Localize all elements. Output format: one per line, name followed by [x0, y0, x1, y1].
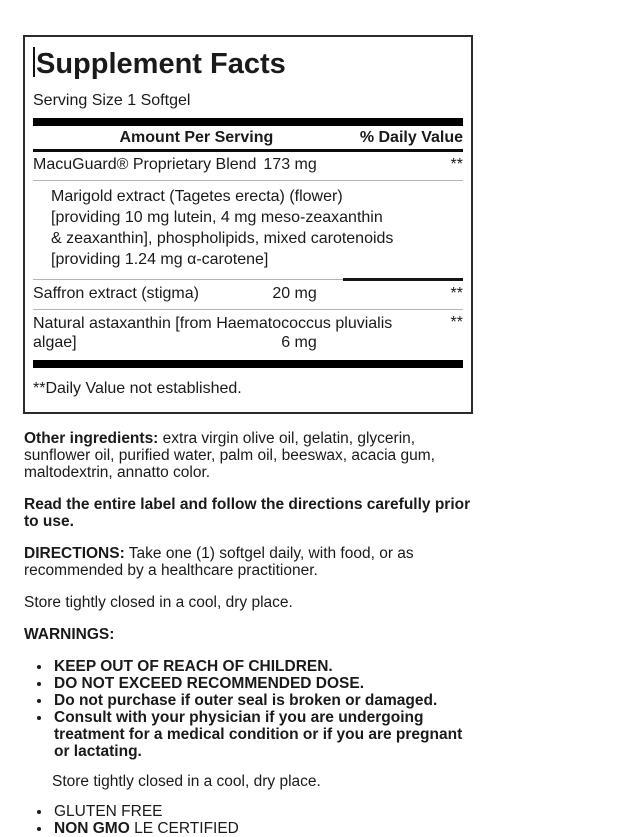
blend-detail-line: & zeaxanthin], phospholipids, mixed carotenoids	[51, 230, 394, 247]
supplement-label-page	[0, 35, 640, 837]
supplement-facts-panel	[23, 35, 473, 414]
ingredient-amount: 173 mg	[263, 156, 317, 173]
directions-text: Take one (1) softgel daily, with food, or as recommended by a healthcare practitioner.	[24, 545, 414, 579]
warnings-heading: WARNINGS:	[24, 626, 115, 643]
blend-details	[33, 181, 463, 278]
storage-note: Store tightly closed in a cool, dry place.	[24, 594, 293, 611]
text-cursor-icon	[33, 47, 35, 77]
badge-item-non-gmo	[52, 820, 476, 837]
other-ingredients-text: extra virgin olive oil, gelatin, glycerin, sunflower oil, purified water, palm oil, beeswax, acacia gum, maltodextrin, annatto color.	[24, 430, 435, 481]
ingredient-name: Saffron extract (stigma)	[33, 285, 199, 302]
badges-list	[24, 803, 476, 837]
badge-text-part: GLUTEN FREE	[54, 803, 163, 820]
other-ingredients	[24, 430, 476, 481]
column-header-row	[33, 126, 463, 152]
ingredient-daily-value: **	[450, 314, 463, 331]
table-row-macuguard	[33, 152, 463, 181]
ingredient-daily-value: **	[450, 285, 463, 302]
daily-value-footnote: **Daily Value not established.	[33, 380, 242, 397]
directions-label: DIRECTIONS:	[24, 545, 125, 562]
storage-note-indented: Store tightly closed in a cool, dry place.	[52, 773, 321, 790]
warning-item: • Do not purchase if outer seal is broken or damaged.	[52, 692, 476, 709]
heavy-rule-top	[33, 118, 463, 126]
heavy-rule-bottom	[33, 360, 463, 368]
separator-light-segment	[33, 279, 343, 280]
facts-title	[33, 47, 463, 80]
ingredient-name: Natural astaxanthin [from Haematococcus pluvialis	[33, 315, 393, 332]
warnings-list	[24, 658, 476, 760]
blend-detail-line: [providing 1.24 mg α-carotene]	[51, 251, 269, 268]
column-header-amount: Amount Per Serving	[119, 129, 274, 146]
badge-text-part: LE CERTIFIED	[129, 820, 239, 837]
separator-dark-segment	[343, 278, 463, 281]
facts-title-text: Supplement Facts	[36, 48, 286, 80]
blend-detail-line: [providing 10 mg lutein, 4 mg meso-zeaxanthin	[51, 209, 383, 226]
blend-detail-line: Marigold extract (Tagetes erecta) (flower)	[51, 188, 343, 205]
ingredient-amount: 20 mg	[272, 285, 317, 302]
ingredient-name: MacuGuard® Proprietary Blend	[33, 156, 257, 173]
table-row-astaxanthin	[33, 310, 463, 358]
warning-item: • Consult with your physician if you are undergoing treatment for a medical condition or if you are pregnant or lactating.	[52, 709, 476, 760]
column-header-daily-value: % Daily Value	[359, 129, 463, 146]
label-body-text	[24, 430, 476, 837]
serving-size: Serving Size 1 Softgel	[33, 92, 191, 109]
badge-bold-part: NON GMO	[54, 820, 130, 837]
ingredient-name-continued: algae]	[33, 334, 77, 351]
warning-item: • KEEP OUT OF REACH OF CHILDREN.	[52, 658, 476, 675]
warning-item: • DO NOT EXCEED RECOMMENDED DOSE.	[52, 675, 476, 692]
badge-item-gluten-free	[52, 803, 476, 820]
ingredient-daily-value: **	[450, 156, 463, 173]
other-ingredients-label: Other ingredients:	[24, 430, 159, 447]
ingredient-name-wrap	[33, 333, 463, 352]
directions	[24, 545, 476, 579]
read-label-notice: Read the entire label and follow the directions carefully prior to use.	[24, 496, 471, 530]
table-row-saffron	[33, 281, 463, 310]
ingredient-amount: 6 mg	[281, 334, 317, 351]
